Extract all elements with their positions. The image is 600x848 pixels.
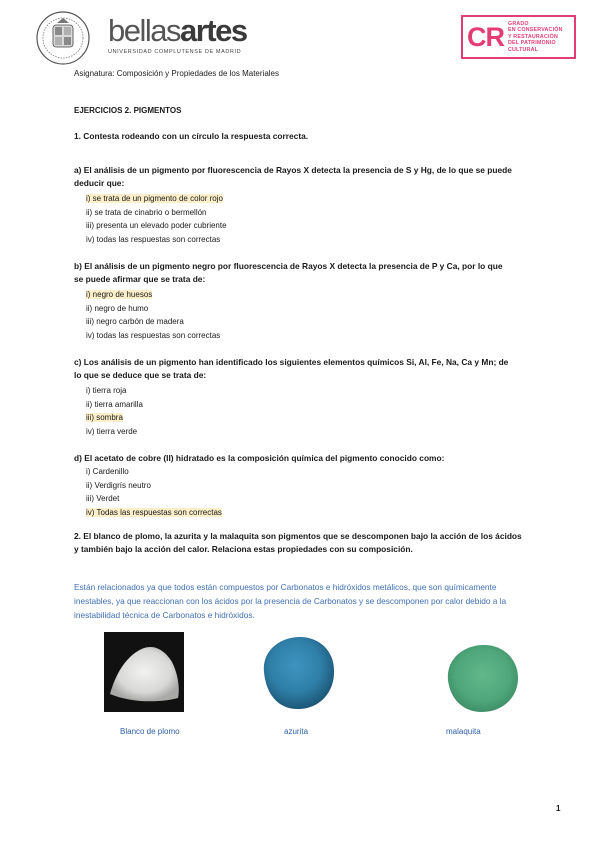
option-b-i-text: i) negro de huesos <box>86 290 153 299</box>
cr-line-1: GRADO <box>508 20 529 27</box>
lead-white-powder-image <box>104 632 184 712</box>
pigment-label-lead-white: Blanco de plomo <box>120 727 180 736</box>
malachite-powder-image <box>442 640 522 716</box>
option-a-iii: iii) presenta un elevado poder cubriente <box>86 221 227 230</box>
cr-line-3: Y RESTAURACIÓN <box>508 33 558 40</box>
azurite-powder-image <box>256 632 340 714</box>
bellas-artes-logo <box>108 14 247 55</box>
option-b-ii: ii) negro de humo <box>86 303 149 313</box>
pigment-photo-lead-white <box>104 632 184 712</box>
option-d-ii: ii) Verdigrís neutro <box>86 480 151 490</box>
option-c-iii <box>86 411 143 425</box>
subject-line: Asignatura: Composición y Propiedades de los Materiales <box>74 69 279 78</box>
cr-line-2: EN CONSERVACIÓN <box>508 27 563 34</box>
question-d-text: d) El acetato de cobre (II) hidratado es la composición química del pigmento conocido como: <box>74 453 445 463</box>
university-seal-logo <box>35 10 91 66</box>
question-d-options <box>86 465 222 519</box>
question-b-options <box>86 288 220 342</box>
question-a-options <box>86 192 227 246</box>
pigment-photo-malachite <box>442 640 522 716</box>
option-c-iii-text: iii) sombra <box>86 413 123 422</box>
question-c-options <box>86 384 143 438</box>
question-b-text: b) El análisis de un pigmento negro por fluorescencia de Rayos X detecta la presencia de P y Ca, por lo que se puede afirmar que se trata de: <box>74 261 503 284</box>
cr-degree-logo <box>461 15 576 59</box>
exercise-title: EJERCICIOS 2. PIGMENTOS <box>74 106 182 115</box>
option-d-iv-text: iv) Todas las respuestas son correctas <box>86 507 222 517</box>
pigment-label-malachite: malaquita <box>446 727 481 736</box>
pigment-label-azurite: azurita <box>284 727 309 736</box>
option-c-i: i) tierra roja <box>86 386 127 395</box>
brand-name <box>108 14 247 48</box>
option-d-iii: iii) Verdet <box>86 494 120 503</box>
question-c-text: c) Los análisis de un pigmento han identificado los siguientes elementos químicos Si, Al, Fe, Na, Ca y Mn; de lo que se deduce que se trata de: <box>74 357 509 380</box>
pigment-photo-azurite <box>256 632 340 714</box>
option-a-i <box>86 192 227 206</box>
option-c-iv: iv) tierra verde <box>86 426 138 436</box>
brand-subtitle: UNIVERSIDAD COMPLUTENSE DE MADRID <box>108 49 242 55</box>
page-number: 1 <box>556 804 561 813</box>
option-a-iv: iv) todas las respuestas son correctas <box>86 234 221 244</box>
brand-name-part-2: artes <box>180 13 247 48</box>
option-b-iv: iv) todas las respuestas son correctas <box>86 330 221 340</box>
question-2-text: 2. El blanco de plomo, la azurita y la malaquita son pigmentos que se descomponen bajo la acción de los ácidos y también bajo la acción del calor. Relaciona estas propiedades con su composición. <box>74 531 522 554</box>
option-c-ii: ii) tierra amarilla <box>86 399 143 409</box>
option-d-i: i) Cardenillo <box>86 467 129 476</box>
option-a-i-text: i) se trata de un pigmento de color rojo <box>86 194 223 203</box>
question-a-text: a) El análisis de un pigmento por fluorescencia de Rayos X detecta la presencia de S y Hg, de lo que se puede deducir que: <box>74 165 512 188</box>
cr-letters: CR <box>467 22 504 52</box>
option-b-iii: iii) negro carbón de madera <box>86 317 184 326</box>
question-1-heading: 1. Contesta rodeando con un círculo la respuesta correcta. <box>74 131 309 141</box>
cr-line-5: CULTURAL <box>508 46 539 53</box>
option-a-ii: ii) se trata de cinabrio o bermellón <box>86 207 207 217</box>
cr-line-4: DEL PATRIMONIO <box>508 40 556 47</box>
question-2-answer: Están relacionados ya que todos están compuestos por Carbonatos e hidróxidos metálicos, que son químicamente inestables, ya que reaccionan con los ácidos por la presencia de Carbonatos y se descomponen por calor debido a la inestabilidad técnica de Carbonatos e hidróxidos. <box>74 582 507 620</box>
cr-degree-text <box>508 21 563 54</box>
option-d-iv <box>86 506 222 520</box>
option-b-i <box>86 288 220 302</box>
brand-name-part-1: bellas <box>108 13 180 48</box>
